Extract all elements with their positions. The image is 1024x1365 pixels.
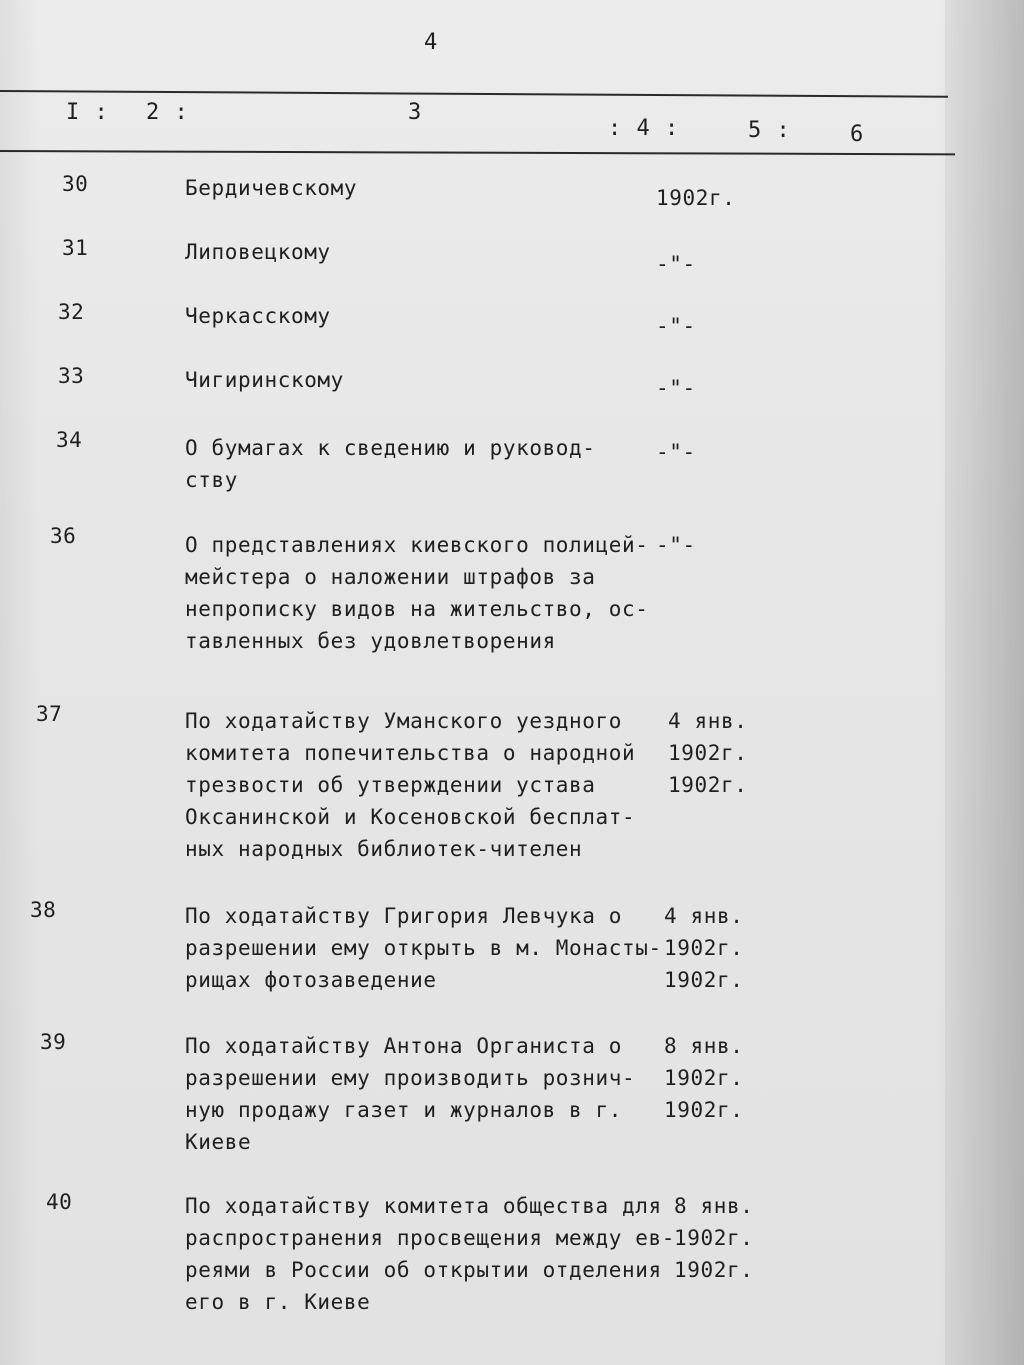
description-line: Оксанинской и Косеновской бесплат- [185, 805, 636, 829]
row-description [185, 529, 665, 657]
row-number: 32 [58, 300, 85, 324]
date-line: -"- [656, 440, 696, 464]
row-dates [656, 436, 766, 468]
column-header-1: I : [66, 100, 109, 125]
description-line: Чигиринскому [185, 368, 344, 392]
date-line: -"- [656, 314, 696, 338]
date-line: -"- [656, 376, 696, 400]
date-line: 4 янв. [668, 709, 748, 733]
description-line: По ходатайству Григория Левчука о [185, 904, 623, 928]
row-description [185, 432, 665, 496]
date-line: 8 янв. [674, 1194, 754, 1218]
row-number: 39 [40, 1030, 67, 1054]
date-line: 1902г. [664, 1066, 744, 1090]
date-line: 1902г. [664, 968, 744, 992]
date-line: 1902г. [674, 1226, 754, 1250]
page-edge-shadow [945, 0, 1024, 1365]
description-line: распространения просвещения между ев- [185, 1226, 675, 1250]
date-line: 1902г. [656, 186, 736, 210]
column-header-6: 6 [850, 122, 865, 147]
row-dates [668, 705, 778, 801]
row-number: 37 [36, 702, 63, 726]
header-top-rule [0, 90, 948, 98]
column-header-4: : 4 : [608, 116, 680, 141]
description-line: ную продажу газет и журналов в г. [185, 1098, 623, 1122]
row-number: 30 [62, 172, 89, 196]
row-dates [656, 372, 766, 404]
description-line: непрописку видов на жительство, ос- [185, 597, 649, 621]
description-line: Черкасскому [185, 304, 331, 328]
description-line: реями в России об открытии отделения [185, 1258, 662, 1282]
header-bottom-rule [0, 150, 955, 155]
row-description [185, 364, 665, 396]
description-line: разрешении ему открыть в м. Монасты- [185, 936, 662, 960]
description-line: мейстера о наложении штрафов за [185, 565, 596, 589]
row-number: 38 [30, 898, 57, 922]
description-line: Липовецкому [185, 240, 331, 264]
row-description [185, 1030, 665, 1158]
description-line: трезвости об утверждении устава [185, 773, 596, 797]
date-line: -"- [656, 252, 696, 276]
row-dates [656, 529, 766, 561]
row-number: 40 [46, 1190, 73, 1214]
description-line: тавленных без удовлетворения [185, 629, 556, 653]
date-line: 1902г. [668, 741, 748, 765]
row-description [185, 236, 665, 268]
row-description [185, 900, 665, 996]
description-line: ных народных библиотек-чителен [185, 837, 583, 861]
description-line: О бумагах к сведению и руковод- [185, 436, 596, 460]
row-number: 34 [56, 428, 83, 452]
page-number: 4 [424, 30, 438, 55]
description-line: Киеве [185, 1130, 252, 1154]
description-line: ству [185, 468, 238, 492]
row-dates [664, 900, 774, 996]
description-line: По ходатайству Уманского уездного [185, 709, 623, 733]
row-dates [656, 182, 766, 214]
date-line: 4 янв. [664, 904, 744, 928]
description-line: рищах фотозаведение [185, 968, 437, 992]
description-line: По ходатайству Антона Органиста о [185, 1034, 623, 1058]
row-description [185, 1190, 675, 1318]
date-line: 1902г. [668, 773, 748, 797]
date-line: -"- [656, 533, 696, 557]
row-number: 36 [50, 524, 77, 548]
row-dates [674, 1190, 784, 1286]
row-description [185, 172, 665, 204]
description-line: разрешении ему производить рознич- [185, 1066, 636, 1090]
row-description [185, 705, 665, 865]
row-dates [656, 248, 766, 280]
column-header-5: 5 : [748, 118, 791, 143]
row-dates [656, 310, 766, 342]
description-line: О представлениях киевского полицей- [185, 533, 649, 557]
date-line: 1902г. [664, 936, 744, 960]
column-header-2: 2 : [146, 100, 189, 125]
description-line: комитета попечительства о народной [185, 741, 636, 765]
description-line: его в г. Киеве [185, 1290, 371, 1314]
row-dates [664, 1030, 774, 1126]
row-description [185, 300, 665, 332]
description-line: Бердичевскому [185, 176, 358, 200]
column-header-3: 3 [408, 100, 423, 125]
row-number: 33 [58, 364, 85, 388]
date-line: 1902г. [664, 1098, 744, 1122]
description-line: По ходатайству комитета общества для [185, 1194, 662, 1218]
date-line: 8 янв. [664, 1034, 744, 1058]
date-line: 1902г. [674, 1258, 754, 1282]
row-number: 31 [62, 236, 89, 260]
